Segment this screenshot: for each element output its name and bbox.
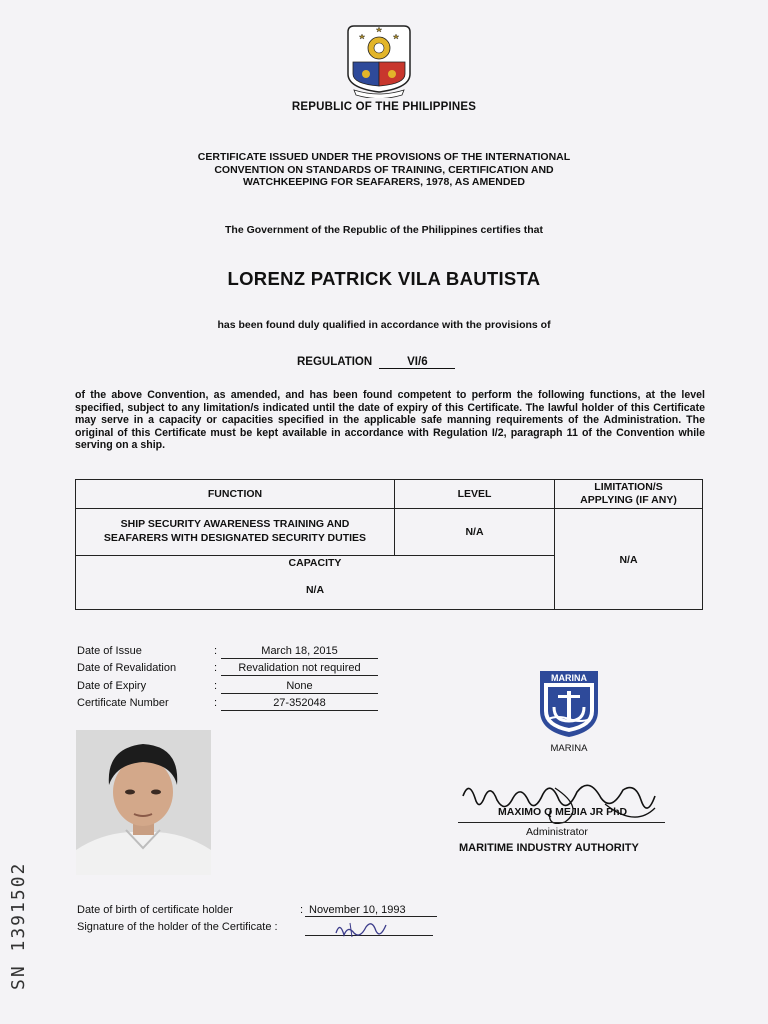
level-header: LEVEL	[457, 488, 492, 500]
colon: :	[214, 697, 218, 709]
function-header: FUNCTION	[207, 488, 263, 500]
capacity-label: CAPACITY	[288, 557, 342, 569]
administrator-name: MAXIMO Q MEJIA JR PhD	[498, 806, 628, 818]
competence-paragraph: of the above Convention, as amended, and has been found competent to perform the following functions, at the level specified, subject to any limitation/s indicated until the date of expiry of this Certificate. The lawful holder of this Certificate may serve in a capacity or capacities specified in the applicable safe manning requirements of the Administration. The original of this Certificate must be kept available in accordance with Regulation I/2, paragraph 11 of the Convention while serving on a ship.	[75, 389, 705, 452]
holder-signature-label: Signature of the holder of the Certificate :	[77, 921, 278, 933]
marina-logo-text: MARINA	[551, 673, 587, 683]
table-border	[75, 609, 703, 610]
philippine-coat-of-arms-icon	[340, 18, 418, 98]
regulation-label: REGULATION	[297, 356, 373, 368]
convention-line: CERTIFICATE ISSUED UNDER THE PROVISIONS OF THE INTERNATIONAL	[197, 151, 571, 163]
table-border	[75, 479, 703, 480]
republic-title: REPUBLIC OF THE PHILIPPINES	[291, 101, 477, 113]
serial-number: SN 1391502	[8, 861, 29, 990]
limitations-value: N/A	[619, 554, 638, 566]
certificate-number-label: Certificate Number	[77, 697, 169, 709]
colon: :	[214, 680, 218, 692]
marina-caption: MARINA	[550, 743, 588, 754]
holder-name: LORENZ PATRICK VILA BAUTISTA	[227, 268, 541, 289]
function-line: SEAFARERS WITH DESIGNATED SECURITY DUTIES	[103, 531, 367, 544]
colon: :	[300, 904, 304, 916]
signature-line	[458, 822, 665, 823]
administrator-title: Administrator	[526, 826, 588, 838]
function-line: SHIP SECURITY AWARENESS TRAINING AND	[120, 518, 350, 530]
limitations-header-line: APPLYING (IF ANY)	[580, 494, 677, 506]
expiry-date-value: None	[221, 680, 378, 694]
limitations-header	[555, 481, 702, 507]
level-cell: N/A	[465, 526, 484, 538]
colon: :	[214, 645, 218, 657]
regulation-value: VI/6	[379, 356, 455, 369]
holder-signature	[330, 917, 390, 941]
limitations-header-line: LIMITATION/S	[594, 481, 663, 493]
certificate-number-value: 27-352048	[221, 697, 378, 711]
issue-date-label: Date of Issue	[77, 645, 142, 657]
table-divider	[75, 508, 703, 509]
table-divider	[75, 555, 554, 556]
issue-date-value: March 18, 2015	[221, 645, 378, 659]
issuing-authority: MARITIME INDUSTRY AUTHORITY	[459, 842, 639, 854]
expiry-date-label: Date of Expiry	[77, 680, 147, 692]
convention-line: WATCHKEEPING FOR SEAFARERS, 1978, AS AMENDED	[243, 176, 525, 188]
certifies-text: The Government of the Republic of the Philippines certifies that	[225, 224, 543, 236]
regulation	[297, 356, 455, 369]
convention-line: CONVENTION ON STANDARDS OF TRAINING, CERTIFICATION AND	[214, 163, 554, 176]
marina-shield-icon	[538, 669, 600, 739]
revalidation-date-value: Revalidation not required	[221, 662, 378, 676]
colon: :	[214, 662, 218, 674]
dob-label: Date of birth of certificate holder	[77, 904, 233, 916]
capacity-value: N/A	[305, 584, 325, 596]
table-border	[702, 479, 703, 610]
convention-heading	[0, 151, 768, 189]
function-cell	[76, 518, 394, 545]
holder-photo	[76, 730, 211, 875]
dob-value: November 10, 1993	[305, 904, 437, 917]
qualified-text: has been found duly qualified in accordance with the provisions of	[217, 319, 551, 331]
revalidation-date-label: Date of Revalidation	[77, 662, 177, 674]
